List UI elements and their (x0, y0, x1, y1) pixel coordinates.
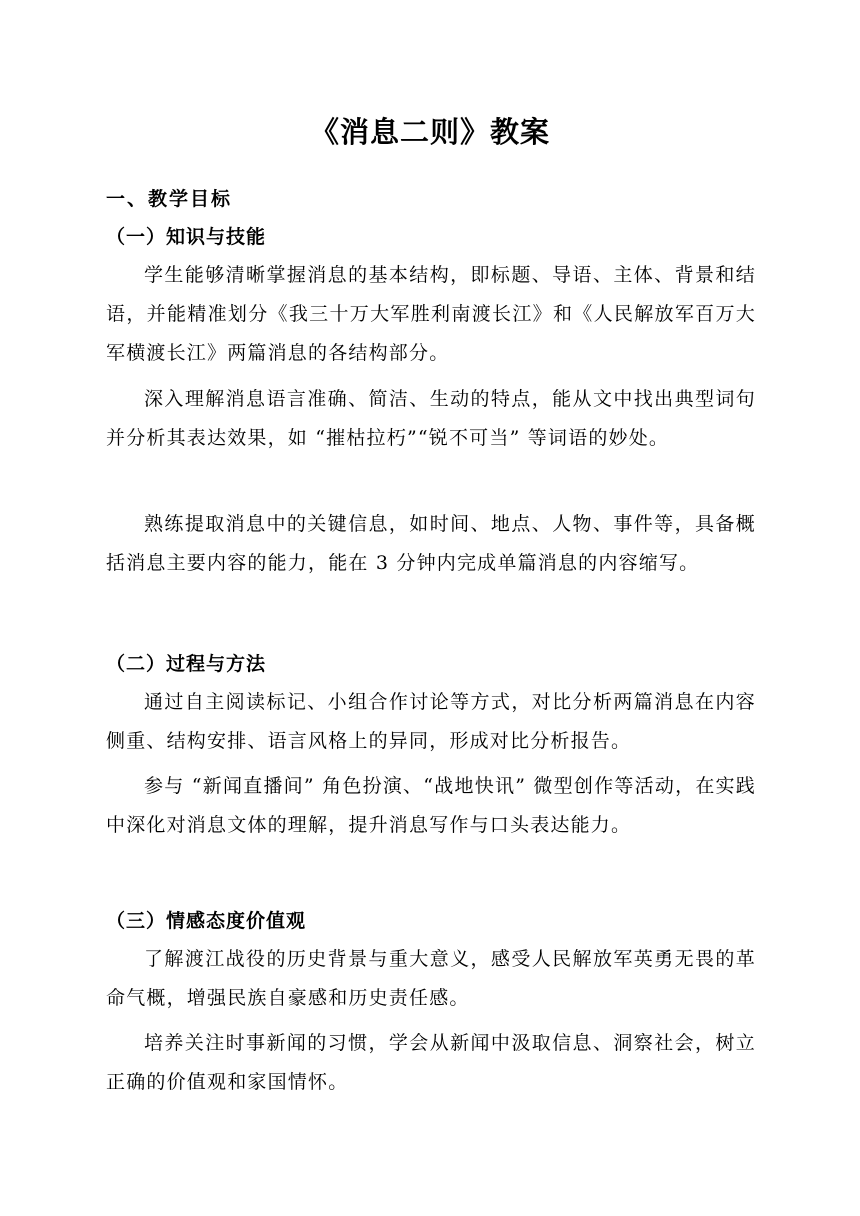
paragraph: 深入理解消息语言准确、简洁、生动的特点，能从文中找出典型词句并分析其表达效果，如 “摧枯拉朽”“锐不可当” 等词语的妙处。 (106, 388, 756, 449)
paragraph: 熟练提取消息中的关键信息，如时间、地点、人物、事件等，具备概括消息主要内容的能力，能在 3 分钟内完成单篇消息的内容缩写。 (106, 513, 756, 574)
subsection-heading-knowledge-skills: （一）知识与技能 (106, 226, 267, 248)
subsection-heading-process-methods: （二）过程与方法 (106, 653, 267, 675)
paragraph: 了解渡江战役的历史背景与重大意义，感受人民解放军英勇无畏的革命气概，增强民族自豪感和历史责任感。 (106, 948, 756, 1009)
paragraph: 通过自主阅读标记、小组合作讨论等方式，对比分析两篇消息在内容侧重、结构安排、语言风格上的异同，形成对比分析报告。 (106, 691, 756, 752)
paragraph: 培养关注时事新闻的习惯，学会从新闻中汲取信息、洞察社会，树立正确的价值观和家国情怀。 (106, 1032, 756, 1093)
subsection-heading-emotion-values: （三）情感态度价值观 (106, 910, 307, 932)
paragraph: 参与 “新闻直播间” 角色扮演、“战地快讯” 微型创作等活动，在实践中深化对消息文体的理解，提升消息写作与口头表达能力。 (106, 775, 756, 836)
section-heading-teaching-objectives: 一、教学目标 (106, 188, 233, 210)
paragraph: 学生能够清晰掌握消息的基本结构，即标题、导语、主体、背景和结语，并能精准划分《我三十万大军胜利南渡长江》和《人民解放军百万大军横渡长江》两篇消息的各结构部分。 (106, 264, 756, 364)
document-title: 《消息二则》教案 (309, 115, 550, 149)
